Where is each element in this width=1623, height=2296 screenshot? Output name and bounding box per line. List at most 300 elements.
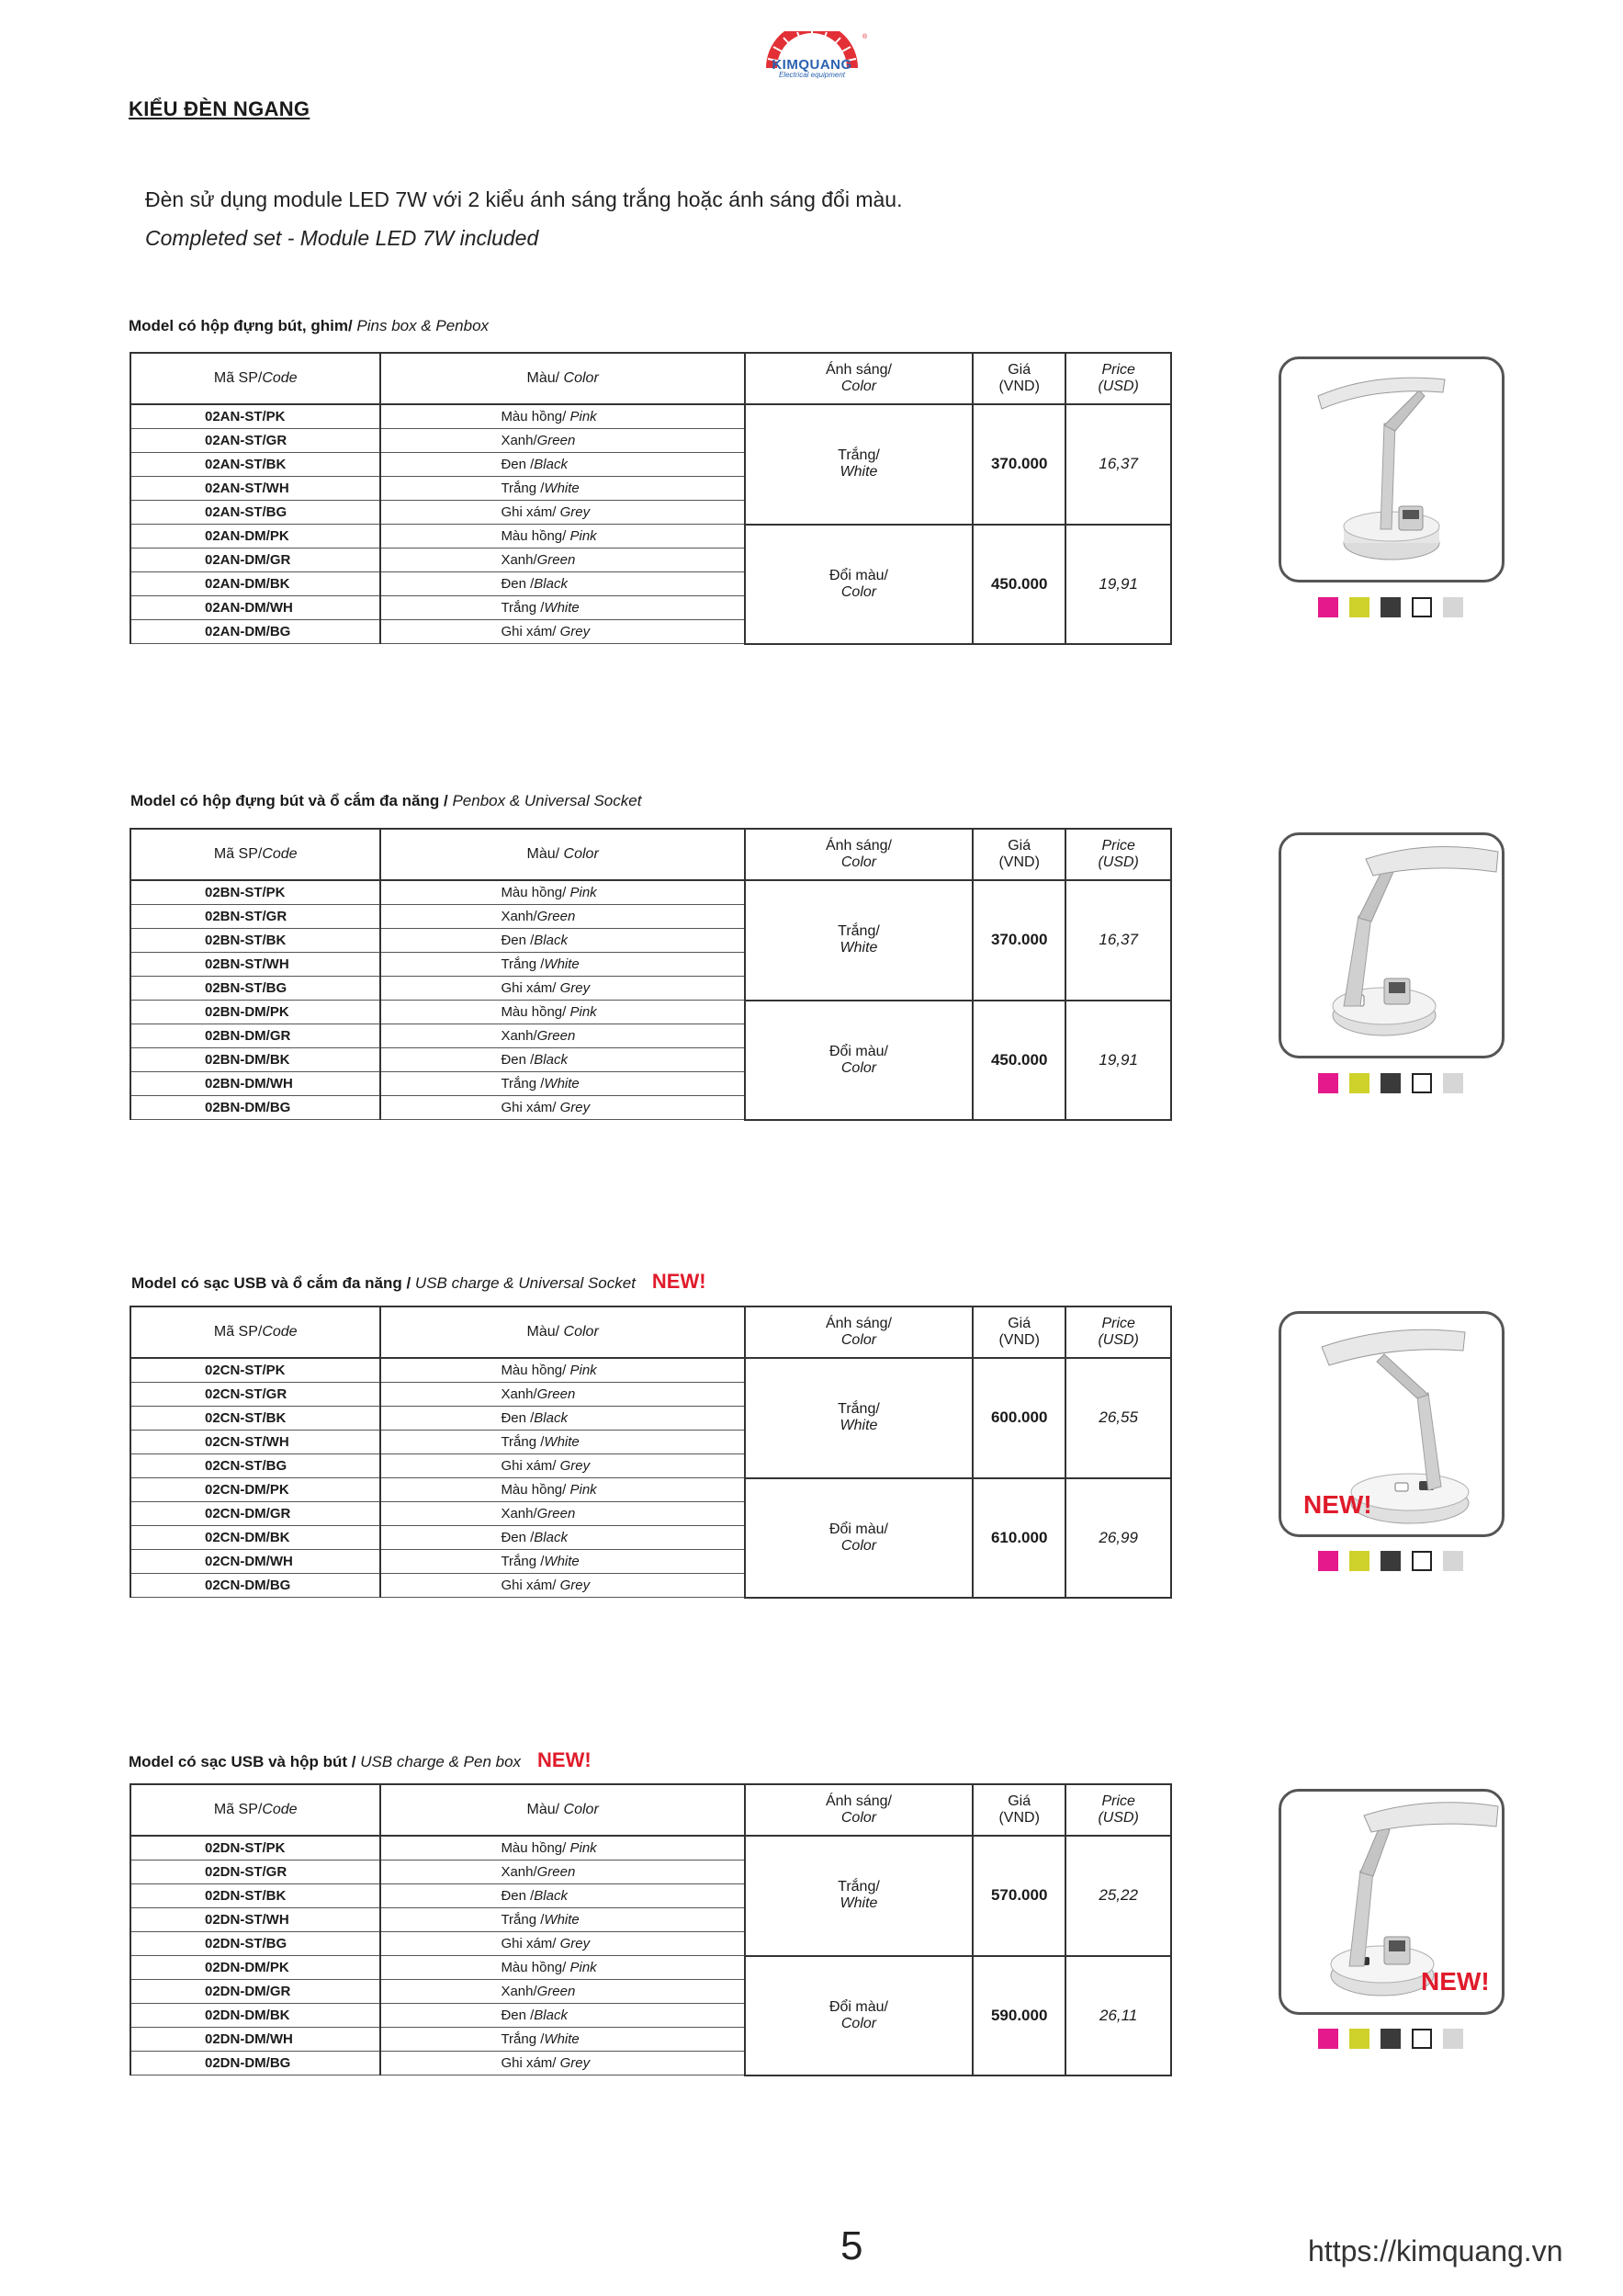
product-color [380,404,744,429]
light-type-vi: Đổi màu/ [828,567,888,583]
light-type-vi: Trắng/ [838,923,880,940]
section-title [130,792,641,810]
product-color [380,1072,744,1096]
color-vi: Xanh/ [501,552,537,568]
light-type-en: White [840,1418,878,1434]
table-row [130,1836,1171,1861]
product-color [380,880,744,905]
light-type [745,1478,973,1598]
header-code [130,353,380,404]
color-en: Grey [559,1578,591,1593]
product-code: 02CN-DM/WH [130,1550,380,1574]
color-vi: Đen / [501,1052,535,1068]
price-table [130,1783,1172,2076]
header-usd-unit: (USD) [1098,1810,1139,1826]
header-usd-label: Price [1101,1316,1135,1331]
color-en: Pink [569,885,597,900]
color-vi: Xanh/ [501,1028,537,1044]
color-swatch [1412,1551,1432,1571]
product-code: 02AN-DM/BK [130,572,380,596]
logo-text: KIMQUANG [772,57,852,73]
header-color-en: Color [563,1802,599,1817]
color-en: Green [536,1386,576,1402]
color-vi: Đen / [501,933,535,948]
header-code-en: Code [262,846,298,862]
price-vnd: 610.000 [973,1478,1065,1598]
product-color [380,1407,744,1431]
color-en: Black [534,457,568,472]
color-en: Green [536,1984,576,1999]
light-type-en: Color [840,1059,877,1076]
product-code: 02CN-ST/BK [130,1407,380,1431]
price-table [130,352,1172,645]
header-code-vi: Mã SP/ [213,1324,263,1340]
product-color [380,525,744,549]
section-title-en: USB charge & Pen box [355,1753,522,1770]
color-vi: Trắng / [501,1434,545,1450]
product-code: 02AN-ST/BG [130,501,380,525]
color-vi: Trắng / [501,481,545,496]
color-vi: Trắng / [501,1912,545,1928]
section-title [129,1748,592,1772]
table-row [130,1956,1171,1980]
table-row [130,1001,1171,1024]
header-code-en: Code [262,1802,298,1817]
table-row [130,525,1171,549]
header-color [380,1306,744,1358]
header-vnd-label: Giá [1008,1316,1031,1331]
website-url[interactable]: https://kimquang.vn [1308,2234,1563,2268]
product-code: 02DN-ST/WH [130,1908,380,1932]
product-code: 02BN-ST/BG [130,977,380,1001]
product-color [380,572,744,596]
product-code: 02BN-DM/BK [130,1048,380,1072]
product-code: 02DN-ST/BK [130,1884,380,1908]
color-swatch [1443,1551,1463,1571]
header-vnd [973,353,1065,404]
light-type-en: Color [840,583,877,600]
product-color [380,1096,744,1120]
product-color [380,1908,744,1932]
color-en: Pink [569,1482,597,1498]
light-type [745,1001,973,1120]
header-color-vi: Màu/ [526,846,564,862]
product-color [380,2052,744,2075]
price-usd: 16,37 [1065,880,1171,1001]
product-color [380,1932,744,1956]
price-usd: 26,11 [1065,1956,1171,2075]
light-type [745,1836,973,1956]
product-color [380,1836,744,1861]
product-code: 02DN-DM/PK [130,1956,380,1980]
header-usd [1065,1306,1171,1358]
color-en: Black [534,1530,568,1545]
header-usd [1065,1784,1171,1836]
color-en: Grey [559,980,591,996]
header-color [380,353,744,404]
table-header-row [130,1306,1171,1358]
section-title-en: Pins box & Penbox [352,317,490,334]
header-code-vi: Mã SP/ [213,1802,263,1817]
color-vi: Trắng / [501,1554,545,1569]
header-vnd [973,829,1065,880]
product-code: 02AN-DM/GR [130,549,380,572]
light-type [745,525,973,644]
color-vi: Màu hồng/ [501,528,570,544]
price-usd: 26,99 [1065,1478,1171,1598]
product-color [380,1884,744,1908]
product-code: 02DN-ST/GR [130,1861,380,1884]
color-swatch [1443,597,1463,617]
product-color [380,1478,744,1502]
header-vnd-unit: (VND) [998,1332,1040,1348]
header-vnd-unit: (VND) [998,1810,1040,1826]
logo-subtitle: Electrical equipment [778,71,846,79]
section-title-vi: Model có sạc USB và hộp bút / [129,1753,356,1770]
product-code: 02AN-DM/WH [130,596,380,620]
header-code-vi: Mã SP/ [213,846,263,862]
light-type-en: White [840,464,878,481]
product-code: 02DN-DM/BK [130,2004,380,2028]
product-color [380,2004,744,2028]
light-type-vi: Trắng/ [838,1401,880,1418]
color-en: Grey [559,1936,591,1951]
color-en: Pink [569,528,597,544]
product-color [380,1431,744,1454]
product-code: 02AN-ST/GR [130,429,380,453]
header-vnd [973,1306,1065,1358]
color-vi: Đen / [501,457,535,472]
color-swatch [1349,1073,1369,1093]
price-vnd: 450.000 [973,525,1065,644]
product-color [380,596,744,620]
header-light-en: Color [840,854,877,870]
color-vi: Trắng / [501,2031,545,2047]
product-code: 02BN-ST/BK [130,929,380,953]
color-vi: Ghi xám/ [501,980,560,996]
color-vi: Ghi xám/ [501,1100,560,1115]
light-type-vi: Trắng/ [838,447,880,464]
color-en: White [544,481,580,496]
table-row [130,1358,1171,1383]
lamp-illustration [1281,835,1502,1056]
header-color [380,829,744,880]
color-vi: Ghi xám/ [501,2055,560,2071]
color-vi: Màu hồng/ [501,1482,570,1498]
color-en: Green [536,1506,576,1521]
color-vi: Xanh/ [501,433,537,448]
price-vnd: 370.000 [973,880,1065,1001]
price-usd: 26,55 [1065,1358,1171,1478]
color-en: Grey [559,624,591,639]
color-swatch [1381,2029,1401,2049]
light-type [745,404,973,525]
price-usd: 16,37 [1065,404,1171,525]
header-usd-label: Price [1101,838,1135,854]
color-vi: Ghi xám/ [501,624,560,639]
product-code: 02AN-ST/PK [130,404,380,429]
color-swatch [1443,2029,1463,2049]
product-code: 02BN-DM/WH [130,1072,380,1096]
color-en: Green [536,552,576,568]
price-table [130,1306,1172,1599]
color-vi: Màu hồng/ [501,1960,570,1975]
header-light [745,1784,973,1836]
color-en: Pink [569,1840,597,1856]
product-color [380,1048,744,1072]
header-light [745,1306,973,1358]
page-heading: KIỂU ĐÈN NGANG [129,97,310,120]
product-code: 02BN-DM/BG [130,1096,380,1120]
header-code-en: Code [262,1324,298,1340]
color-swatch [1318,2029,1338,2049]
header-vnd-unit: (VND) [998,854,1040,870]
color-vi: Đen / [501,1530,535,1545]
color-en: Pink [569,1363,597,1378]
light-type [745,880,973,1001]
header-light-vi: Ánh sáng/ [825,362,892,378]
header-code-en: Code [262,370,298,386]
color-vi: Ghi xám/ [501,504,560,520]
product-color [380,1024,744,1048]
header-vnd-label: Giá [1008,362,1031,378]
product-color [380,1358,744,1383]
section-title-vi: Model có hộp đựng bút, ghim/ [129,317,353,334]
price-usd: 25,22 [1065,1836,1171,1956]
product-code: 02CN-ST/PK [130,1358,380,1383]
intro-vietnamese: Đèn sử dụng module LED 7W với 2 kiểu ánh sáng trắng hoặc ánh sáng đổi màu. [145,187,903,211]
light-type-vi: Đổi màu/ [828,1521,888,1537]
color-swatch [1381,1551,1401,1571]
color-vi: Ghi xám/ [501,1458,560,1474]
product-code: 02CN-ST/BG [130,1454,380,1478]
price-vnd: 450.000 [973,1001,1065,1120]
svg-text:®: ® [862,34,868,40]
header-light [745,829,973,880]
new-label: NEW! [651,1270,706,1293]
product-color [380,929,744,953]
color-en: White [544,956,580,972]
product-code: 02DN-ST/PK [130,1836,380,1861]
section-title [129,317,489,335]
product-color [380,1454,744,1478]
table-header-row [130,1784,1171,1836]
product-code: 02BN-ST/WH [130,953,380,977]
header-usd-label: Price [1101,1793,1135,1809]
price-usd: 19,91 [1065,1001,1171,1120]
light-type [745,1358,973,1478]
color-swatch [1349,597,1369,617]
product-photo [1279,356,1505,582]
product-code: 02BN-DM/GR [130,1024,380,1048]
header-light-en: Color [840,1332,877,1348]
color-vi: Màu hồng/ [501,1004,570,1020]
color-vi: Xanh/ [501,1506,537,1521]
header-vnd-label: Giá [1008,1793,1031,1809]
product-color [380,2028,744,2052]
color-en: White [544,600,580,616]
table-row [130,1478,1171,1502]
light-type [745,1956,973,2075]
section-title-en: Penbox & Universal Socket [447,792,642,809]
table-header-row [130,829,1171,880]
product-color [380,953,744,977]
section-title-vi: Model có hộp đựng bút và ổ cắm đa năng / [130,792,448,809]
product-color [380,1550,744,1574]
product-color [380,1502,744,1526]
header-vnd-unit: (VND) [998,379,1040,394]
price-vnd: 570.000 [973,1836,1065,1956]
product-code: 02CN-DM/PK [130,1478,380,1502]
header-light-vi: Ánh sáng/ [825,1793,892,1809]
light-type-vi: Đổi màu/ [828,1998,888,2015]
new-badge: NEW! [1303,1490,1372,1519]
header-code [130,829,380,880]
color-en: Green [536,1864,576,1880]
color-en: Green [536,1028,576,1044]
product-code: 02CN-DM/GR [130,1502,380,1526]
product-color [380,905,744,929]
color-vi: Trắng / [501,1076,545,1091]
header-color-vi: Màu/ [526,1802,564,1817]
color-swatch [1443,1073,1463,1093]
table-row [130,880,1171,905]
header-usd-unit: (USD) [1098,854,1139,870]
color-en: Green [536,433,576,448]
color-vi: Ghi xám/ [501,1936,560,1951]
product-color [380,501,744,525]
color-en: White [544,1554,580,1569]
product-color [380,1526,744,1550]
product-code: 02CN-DM/BG [130,1574,380,1598]
color-en: Grey [559,1458,591,1474]
color-en: Pink [569,1960,597,1975]
header-light-en: Color [840,379,877,394]
color-en: Black [534,576,568,592]
header-usd [1065,353,1171,404]
product-code: 02AN-DM/PK [130,525,380,549]
color-swatch [1318,1073,1338,1093]
color-swatch [1412,2029,1432,2049]
color-en: White [544,2031,580,2047]
header-usd-unit: (USD) [1098,1332,1139,1348]
color-en: Black [534,1052,568,1068]
header-usd-label: Price [1101,362,1135,378]
color-vi: Ghi xám/ [501,1578,560,1593]
color-vi: Đen / [501,2008,535,2023]
table-row [130,404,1171,429]
product-code: 02BN-ST/PK [130,880,380,905]
product-color [380,477,744,501]
header-usd [1065,829,1171,880]
color-vi: Đen / [501,576,535,592]
price-vnd: 600.000 [973,1358,1065,1478]
color-swatch [1412,1073,1432,1093]
light-type-vi: Đổi màu/ [828,1043,888,1059]
header-usd-unit: (USD) [1098,379,1139,394]
product-color [380,549,744,572]
header-vnd-label: Giá [1008,838,1031,854]
product-color [380,1980,744,2004]
light-type-vi: Trắng/ [838,1879,880,1895]
light-type-en: White [840,940,878,956]
header-code [130,1306,380,1358]
product-code: 02AN-ST/WH [130,477,380,501]
section-title-vi: Model có sạc USB và ổ cắm đa năng / [131,1274,411,1292]
header-code [130,1784,380,1836]
color-vi: Trắng / [501,956,545,972]
header-light-en: Color [840,1810,877,1826]
section-title [131,1270,706,1294]
color-vi: Xanh/ [501,1386,537,1402]
light-type-en: Color [840,1537,877,1554]
color-en: Black [534,1410,568,1426]
product-code: 02AN-ST/BK [130,453,380,477]
product-color [380,1574,744,1598]
section-title-en: USB charge & Universal Socket [411,1274,636,1292]
product-color [380,453,744,477]
color-en: Black [534,1888,568,1904]
color-en: Black [534,933,568,948]
color-en: Black [534,2008,568,2023]
header-color-vi: Màu/ [526,1324,564,1340]
color-vi: Màu hồng/ [501,1840,570,1856]
product-code: 02BN-DM/PK [130,1001,380,1024]
color-vi: Đen / [501,1888,535,1904]
header-light [745,353,973,404]
color-en: Grey [559,1100,591,1115]
color-en: Grey [559,504,591,520]
header-vnd [973,1784,1065,1836]
color-swatch [1318,1551,1338,1571]
product-color [380,429,744,453]
product-code: 02CN-ST/GR [130,1383,380,1407]
price-vnd: 370.000 [973,404,1065,525]
price-vnd: 590.000 [973,1956,1065,2075]
color-vi: Màu hồng/ [501,1363,570,1378]
table-header-row [130,353,1171,404]
new-badge: NEW! [1421,1967,1490,1996]
product-photo [1279,832,1505,1058]
light-type-en: Color [840,2015,877,2031]
product-color [380,1861,744,1884]
color-vi: Xanh/ [501,909,537,924]
color-vi: Xanh/ [501,1984,537,1999]
color-en: White [544,1434,580,1450]
product-code: 02CN-DM/BK [130,1526,380,1550]
header-code-vi: Mã SP/ [213,370,263,386]
color-swatch [1412,597,1432,617]
product-color [380,620,744,644]
color-swatch [1349,2029,1369,2049]
product-color [380,1956,744,1980]
light-type-en: White [840,1895,878,1912]
header-color-en: Color [563,846,599,862]
color-en: Grey [559,2055,591,2071]
product-code: 02CN-ST/WH [130,1431,380,1454]
color-swatch [1381,597,1401,617]
header-light-vi: Ánh sáng/ [825,1316,892,1331]
lamp-illustration [1281,359,1502,580]
color-en: Pink [569,409,597,424]
product-code: 02DN-DM/WH [130,2028,380,2052]
product-code: 02BN-ST/GR [130,905,380,929]
color-swatch [1318,597,1338,617]
product-color [380,1001,744,1024]
color-vi: Màu hồng/ [501,885,570,900]
color-en: Pink [569,1004,597,1020]
product-code: 02AN-DM/BG [130,620,380,644]
